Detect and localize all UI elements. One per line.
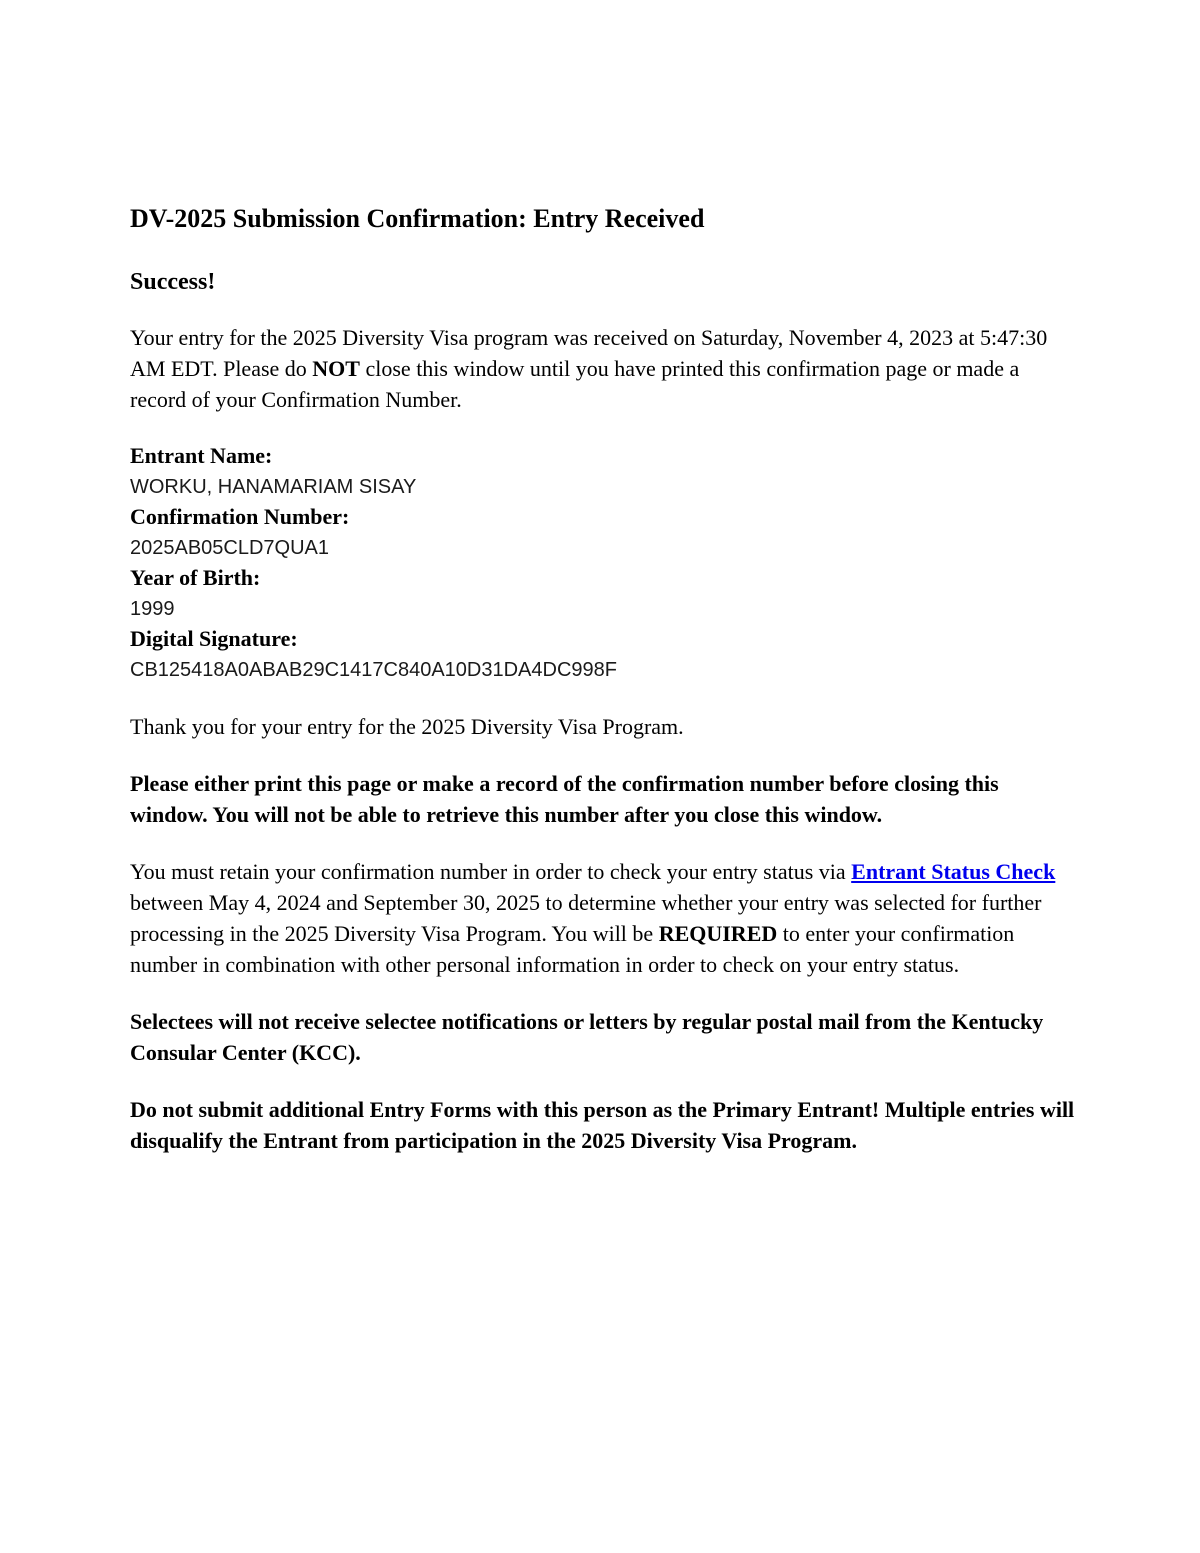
retain-text-2: between May 4, 2024 and September 30, 2025 to determine whether your entry was selected for further processing in the 2025 Diversity Visa Program. You will be (130, 890, 1042, 946)
notification-warning: Selectees will not receive selectee notifications or letters by regular postal mail from the Kentucky Consular Center (KCC). (130, 1009, 1044, 1065)
multiple-entries-warning: Do not submit additional Entry Forms with this person as the Primary Entrant! Multiple entries will disqualify the Entrant from participation in the 2025 Diversity Visa Program. (130, 1097, 1075, 1153)
success-heading: Success! (130, 269, 216, 295)
confirmation-number-label: Confirmation Number: (130, 504, 350, 529)
digital-signature-value: CB125418A0ABAB29C1417C840A10D31DA4DC998F (130, 658, 617, 681)
retain-paragraph (130, 856, 1080, 980)
digital-signature-label: Digital Signature: (130, 626, 298, 651)
print-warning: Please either print this page or make a record of the confirmation number before closing this window. You will not be able to retrieve this number after you close this window. (130, 771, 999, 827)
thank-you-text: Thank you for your entry for the 2025 Diversity Visa Program. (130, 714, 684, 739)
intro-text-2: close this window until you have printed this confirmation page or made a record of your Confirmation Number. (130, 356, 1020, 412)
year-of-birth-value: 1999 (130, 597, 175, 620)
retain-text-3: to enter your confirmation number in combination with other personal information in order to check on your entry status. (130, 921, 1015, 977)
entrant-name-value: WORKU, HANAMARIAM SISAY (130, 475, 417, 498)
entrant-name-label: Entrant Name: (130, 443, 273, 468)
entrant-info (130, 441, 1080, 685)
intro-text-1: Your entry for the 2025 Diversity Visa program was received on Saturday, November 4, 2023 at 5:47:30 AM EDT. Please do (130, 325, 1048, 381)
not-emphasis: NOT (312, 356, 360, 381)
retain-text-1: You must retain your confirmation number in order to check your entry status via (130, 859, 852, 884)
required-emphasis: REQUIRED (658, 921, 778, 946)
intro-paragraph (130, 322, 1080, 415)
confirmation-number-value: 2025AB05CLD7QUA1 (130, 536, 330, 559)
year-of-birth-label: Year of Birth: (130, 565, 261, 590)
confirmation-page (130, 196, 1080, 1156)
page-title: DV-2025 Submission Confirmation: Entry Received (130, 204, 705, 233)
entrant-status-check-link[interactable]: Entrant Status Check (851, 859, 1056, 884)
